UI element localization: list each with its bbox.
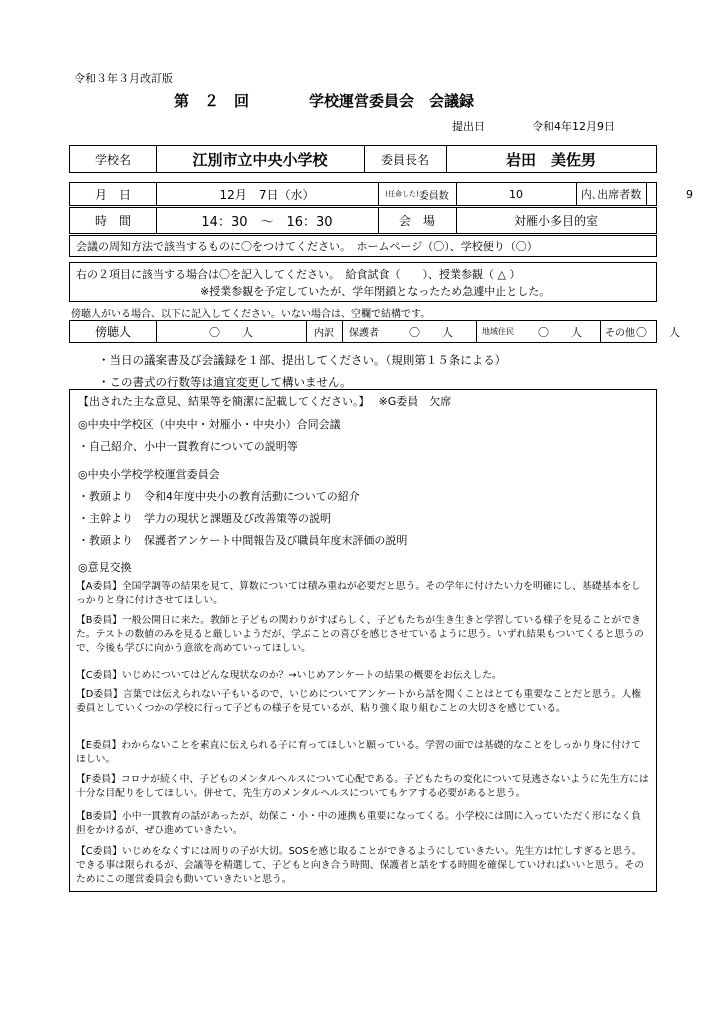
school-name: 江別市立中央小学校	[192, 150, 328, 169]
date-value: 12月 7日（水）	[219, 187, 315, 202]
comment-d: 【D委員】言葉では伝えられない子もいるので、いじめについてアンケートから話を聞くことはとても重要なことだと思う。人権委員としていくつかの学校に行って子どもの様子を見ているが、粘り強く取り組むことの大切さを感じている。	[76, 689, 641, 714]
time-value: 14：30 ～ 16：30	[201, 215, 333, 230]
resident-label: 地域住民	[482, 327, 514, 336]
members-note: (任命した)	[385, 190, 419, 198]
attend-label: 内､出席者数	[580, 188, 642, 201]
audience-label: 傍聴人	[94, 325, 131, 339]
time-label: 時 間	[94, 214, 131, 228]
comment-a: 【A委員】全国学調等の結果を見て、算数については積み重ねが必要だと思う。その学年に付けたい力を明確にし、基礎基本をしっかりと身に付けさせてほしい。	[76, 581, 641, 606]
members-count: 10	[509, 187, 523, 201]
comment-f: 【F委員】コロナが続く中、子どものメンタルヘルスについて心配である。子どもたちの変化について見逃さないように先生方には十分な目配りをしてほしい。併せて、先生方のメンタルヘルスについてもケアする必要があると思う。	[76, 774, 649, 799]
audience-note: 傍聴人がいる場合、以下に記入してください。いない場合は、空欄で結構です。	[71, 309, 431, 320]
page-title: 第 ２ 回 学校運営委員会 会議録	[174, 92, 475, 110]
school-committee-item: ・主幹より 学力の現状と課題及び改善策等の説明	[78, 512, 331, 525]
chair-name: 岩田 美佐男	[505, 150, 596, 169]
joint-meeting-item: ・自己紹介、小中一貫教育についての説明等	[78, 440, 298, 453]
audience-row	[69, 320, 680, 343]
notice-row	[69, 235, 657, 257]
guardian-value: 〇 人	[409, 325, 453, 339]
breakdown-label: 内訳	[314, 328, 334, 339]
comment-b: 【B委員】一般公開日に来た。教師と子どもの関わりがすばらしく、子どもたちが生き生きと学習している様子を見ることができた。テストの数値のみを見ると厳しいようだが、学ぶことの喜びを感じさせているように思う。いずれ結果もついてくると思うので、今後も学びに向かう意欲を高めていってほしい。	[76, 615, 644, 654]
joint-meeting-title: ◎中央中学校区（中央中・対雁小・中央小）合同会議	[78, 418, 341, 431]
other-value: 〇 人	[636, 325, 680, 339]
school-committee-item: ・教頭より 保護者アンケート中間報告及び職員年度末評価の説明	[78, 534, 408, 547]
venue-label: 会 場	[398, 214, 435, 228]
venue-value: 対雁小多目的室	[513, 214, 598, 228]
events-line-1: 右の２項目に該当する場合は〇を記入してください。 給食試食（ ）、授業参観（ △ ）	[76, 268, 521, 281]
events-line-2: ※授業参観を予定していたが、学年閉鎖となったため急遽中止とした。	[200, 285, 551, 298]
comment-e: 【E委員】わからないことを素直に伝えられる子に育ってほしいと願っている。学習の面では基礎的なことをしっかり身に付けてほしい。	[76, 740, 641, 765]
school-committee-title: ◎中央小学校学校運営委員会	[78, 468, 220, 481]
minutes-header: 【出された主な意見、結果等を簡潔に記載してください。】 ※G委員 欠席	[78, 395, 452, 408]
guardian-label: 保護者	[349, 328, 379, 339]
school-label: 学校名	[94, 152, 131, 167]
submit-date: 令和4年12月9日	[532, 120, 615, 133]
members-label-cell	[378, 183, 456, 205]
resident-value: 〇 人	[538, 325, 582, 339]
minutes-box	[69, 389, 657, 892]
members-label: 委員数	[418, 190, 449, 202]
comment-c: 【C委員】いじめについてはどんな現状なのか？→いじめアンケートの結果の概要をお伝えした。	[76, 670, 502, 681]
attend-count: 9	[686, 187, 693, 201]
other-label: その他	[605, 328, 635, 339]
notice-text: 会議の周知方法で該当するものに〇をつけてください。 ホームページ（〇）、学校便り（〇）	[76, 240, 538, 253]
date-row	[69, 182, 693, 206]
chair-label: 委員長名	[380, 152, 429, 167]
school-committee-item: ・教頭より 令和4年度中央小の教育活動についての紹介	[78, 490, 360, 503]
audience-total: 〇 人	[209, 325, 253, 339]
comment-c2: 【C委員】いじめをなくすには周りの子が大切。SOSを感じ取ることができるようにしていきたい。先生方は忙しすぎると思う。できる事は限られるが、会議等を精選して、子どもと向き合う時間、保護者と話をする時間を確保していければいいと思う。そのためにこの運営委員会も動いていきたいと思う。	[76, 846, 645, 885]
time-row	[69, 207, 657, 234]
events-row	[69, 262, 657, 302]
bullet-submit: ・当日の議案書及び会議録を１部、提出してください。（規則第１５条による）	[98, 353, 507, 367]
bullet-format: ・この書式の行数等は適宜変更して構いません。	[98, 375, 352, 389]
revision-label: 令和３年３月改訂版	[74, 72, 173, 85]
exchange-title: ◎意見交換	[78, 561, 132, 574]
date-label: 月 日	[94, 187, 131, 202]
submit-label: 提出日	[452, 120, 485, 133]
comment-b2: 【B委員】小中一貫教育の話があったが、幼保こ・小・中の連携も重要になってくる。小学校には間に入っていただく形になく負担をかけるが、ぜひ進めていきたい。	[76, 811, 642, 836]
school-row	[69, 145, 657, 173]
